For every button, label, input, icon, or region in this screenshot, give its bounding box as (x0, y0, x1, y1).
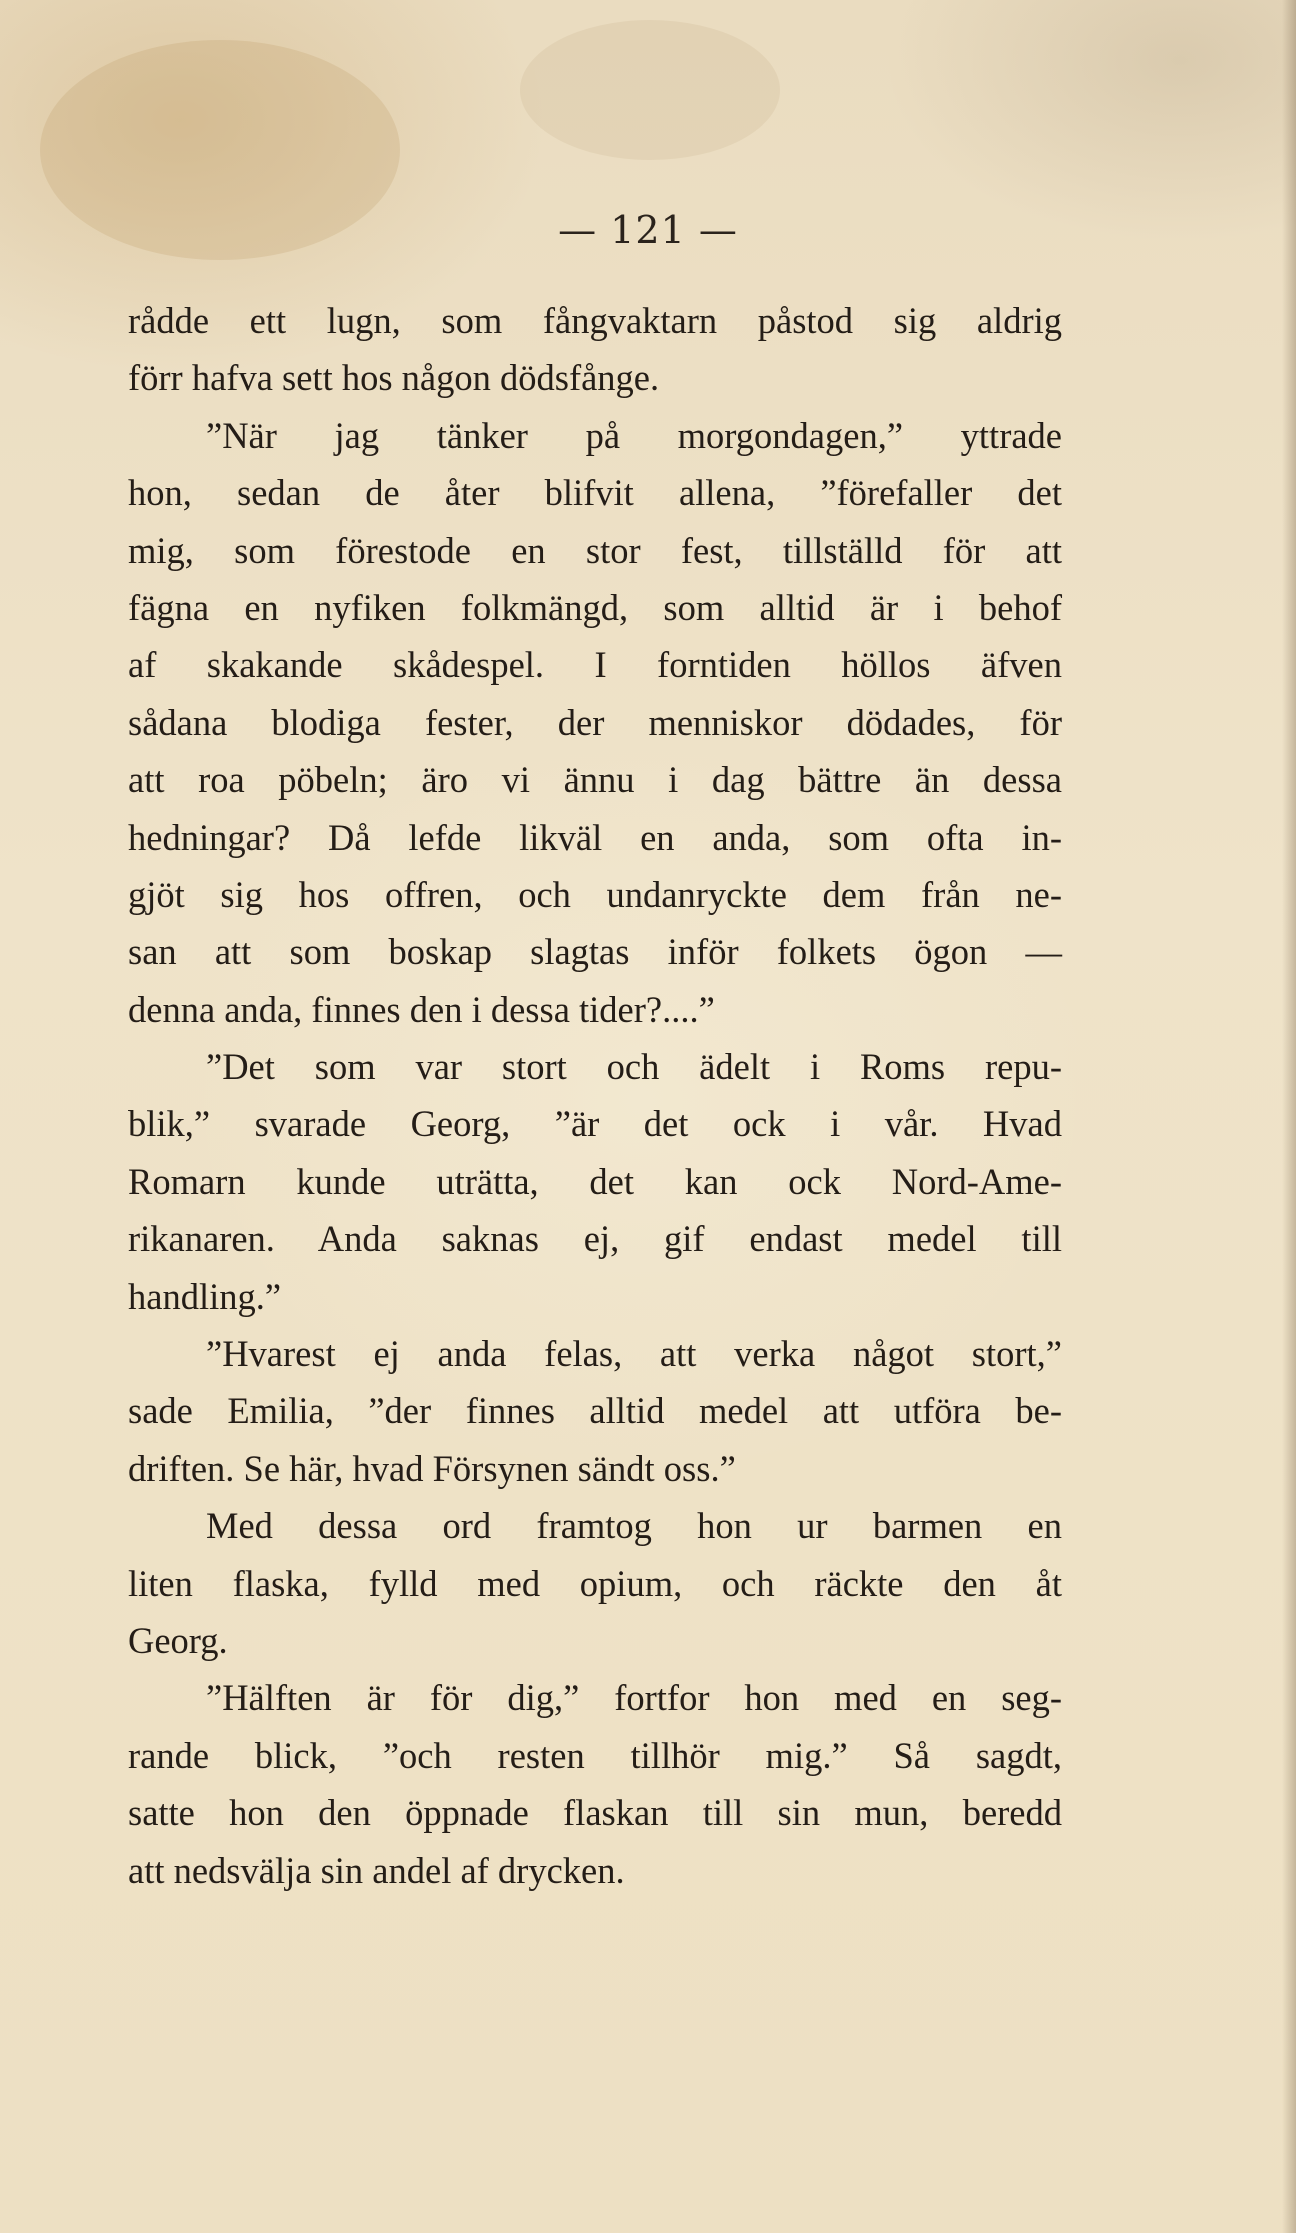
text-line: ”När jag tänker på morgondagen,” yttrade (206, 414, 1062, 456)
text-line: att roa pöbeln; äro vi ännu i dag bättre än dessa (128, 759, 1062, 801)
text-line: rande blick, ”och resten tillhör mig.” Så sagdt, (128, 1734, 1062, 1776)
text-line: handling.” (128, 1275, 282, 1317)
page-edge-shadow (1282, 0, 1296, 2233)
text-line: sade Emilia, ”der finnes alltid medel att utföra be- (128, 1390, 1062, 1432)
text-line: Med dessa ord framtog hon ur barmen en (206, 1505, 1062, 1547)
text-line: rådde ett lugn, som fångvaktarn påstod sig aldrig (128, 300, 1062, 341)
text-line: ”Det som var stort och ädelt i Roms repu- (206, 1046, 1062, 1088)
text-line: ”Hvarest ej anda felas, att verka något stort,” (206, 1333, 1062, 1375)
page-number: — 121 — (558, 208, 738, 252)
text-line: satte hon den öppnade flaskan till sin mun, beredd (128, 1792, 1062, 1834)
text-line: af skakande skådespel. I forntiden höllos äfven (128, 644, 1062, 686)
text-line: denna anda, finnes den i dessa tider?....” (128, 988, 715, 1030)
text-line: mig, som förestode en stor fest, tillställd för att (128, 529, 1062, 571)
text-line: liten flaska, fylld med opium, och räckte den åt (128, 1562, 1062, 1604)
text-line: att nedsvälja sin andel af drycken. (128, 1849, 625, 1891)
paper-stain (520, 20, 780, 160)
text-line: sådana blodiga fester, der menniskor dödades, för (128, 701, 1062, 743)
text-line: driften. Se här, hvad Försynen sändt oss.” (128, 1447, 736, 1489)
text-line: ”Hälften är för dig,” fortfor hon med en seg- (206, 1677, 1062, 1719)
text-line: gjöt sig hos offren, och undanryckte dem från ne- (128, 873, 1062, 915)
text-line: hedningar? Då lefde likväl en anda, som ofta in- (128, 816, 1062, 858)
text-line: hon, sedan de åter blifvit allena, ”förefaller det (128, 472, 1062, 514)
body-text (128, 292, 1062, 1899)
text-line: blik,” svarade Georg, ”är det ock i vår. Hvad (128, 1103, 1062, 1145)
text-line: rikanaren. Anda saknas ej, gif endast medel till (128, 1218, 1062, 1260)
text-line: Romarn kunde uträtta, det kan ock Nord-Ame- (128, 1160, 1062, 1202)
text-line: san att som boskap slagtas inför folkets ögon — (128, 931, 1062, 973)
text-line: Georg. (128, 1619, 228, 1661)
text-line: förr hafva sett hos någon dödsfånge. (128, 357, 660, 399)
text-line: fägna en nyfiken folkmängd, som alltid är i behof (128, 586, 1062, 628)
